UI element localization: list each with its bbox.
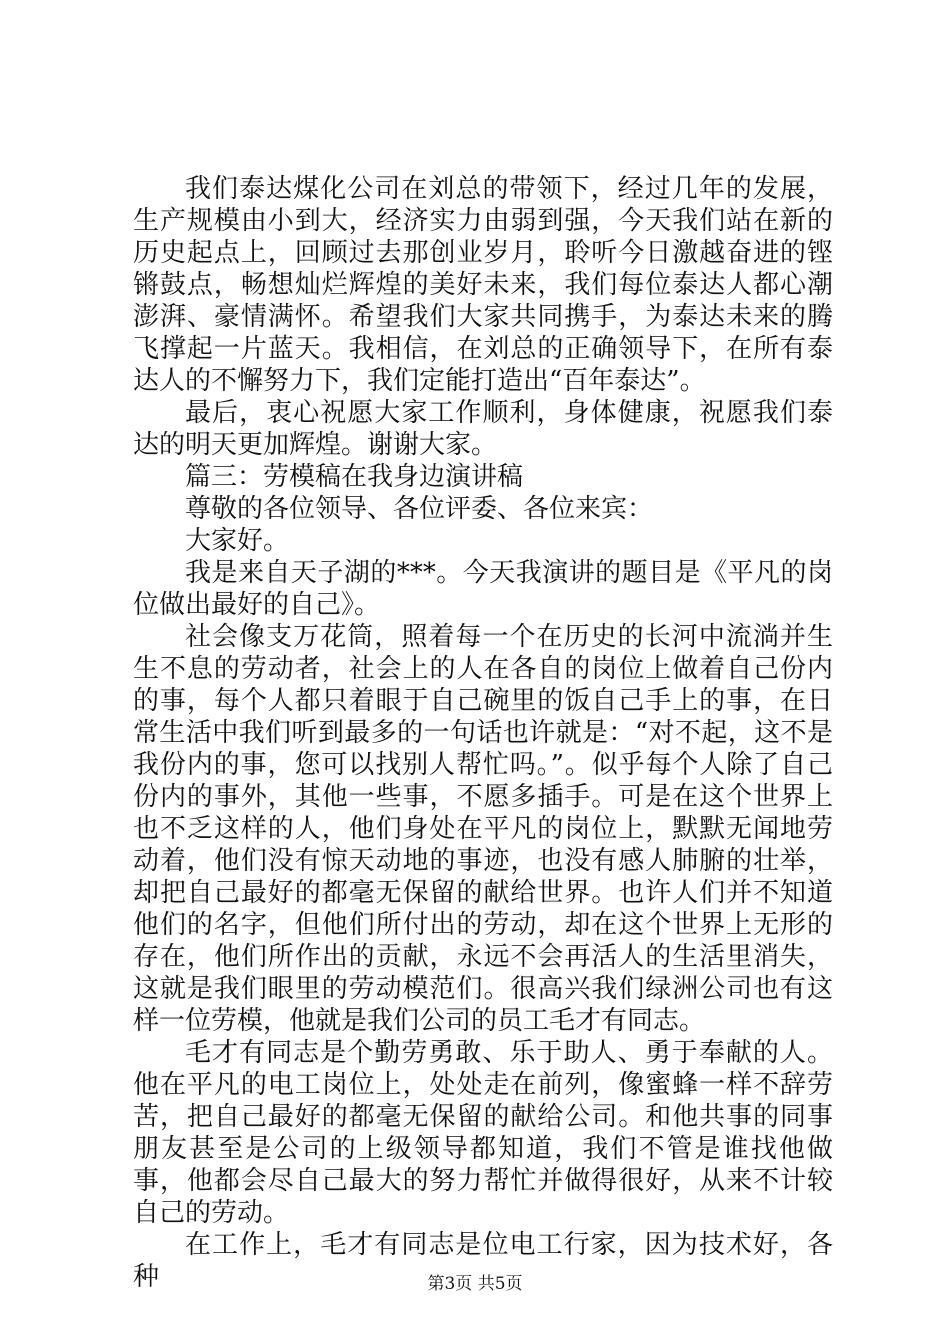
paragraph-society: 社会像支万花筒，照着每一个在历史的长河中流淌并生生不息的劳动者，社会上的人在各自的岗位上做着自己份内的事，每个人都只着眼于自己碗里的饭自己手上的事，在日常生活中我们听到最多的一句话也许就是：“对不起，这不是我份内的事，您可以找别人帮忙吗。”。似乎每个人除了自己份内的事外，其他一些事，不愿多插手。可是在这个世界上也不乏这样的人，他们身处在平凡的岗位上，默默无闻地劳动着，他们没有惊天动地的事迹，也没有感人肺腑的壮举，却把自己最好的都毫无保留的献给世界。也许人们并不知道他们的名字，但他们所付出的劳动，却在这个世界上无形的存在，他们所作出的贡献，永远不会再活人的生活里消失，这就是我们眼里的劳动模范们。很高兴我们绿洲公司也有这样一位劳模，他就是我们公司的员工毛才有同志。 — [133, 622, 833, 1036]
page-number-footer: 第3页 共5页 — [427, 1274, 523, 1294]
paragraph-company-future: 我们泰达煤化公司在刘总的带领下，经过几年的发展，生产规模由小到大，经济实力由弱到强，今天我们站在新的历史起点上，回顾过去那创业岁月，聆听今日激越奋进的铿锵鼓点，畅想灿烂辉煌的美好未来，我们每位泰达人都心潮澎湃、豪情满怀。希望我们大家共同携手，为泰达未来的腾飞撑起一片蓝天。我相信，在刘总的正确领导下，在所有泰达人的不懈努力下，我们定能打造出“百年泰达”。 — [133, 174, 833, 396]
paragraph-introduction: 我是来自天子湖的***。今天我演讲的题目是《平凡的岗位做出最好的自己》。 — [133, 558, 833, 620]
document-body — [133, 173, 833, 1293]
salutation: 尊敬的各位领导、各位评委、各位来宾： — [185, 494, 654, 524]
paragraph-work: 在工作上，毛才有同志是位电工行家，因为技术好，各种 — [133, 1230, 833, 1292]
paragraph-closing-wishes: 最后，衷心祝愿大家工作顺利，身体健康，祝愿我们泰达的明天更加辉煌。谢谢大家。 — [133, 398, 833, 460]
greeting: 大家好。 — [185, 526, 290, 556]
paragraph-mao-caiyou: 毛才有同志是个勤劳勇敢、乐于助人、勇于奉献的人。他在平凡的电工岗位上，处处走在前列，像蜜蜂一样不辞劳苦，把自己最好的都毫无保留的献给公司。和他共事的同事朋友甚至是公司的上级领导都知道，我们不管是谁找他做事，他都会尽自己最大的努力帮忙并做得很好，从来不计较自己的劳动。 — [133, 1038, 833, 1228]
section-heading: 篇三：劳模稿在我身边演讲稿 — [185, 462, 524, 492]
